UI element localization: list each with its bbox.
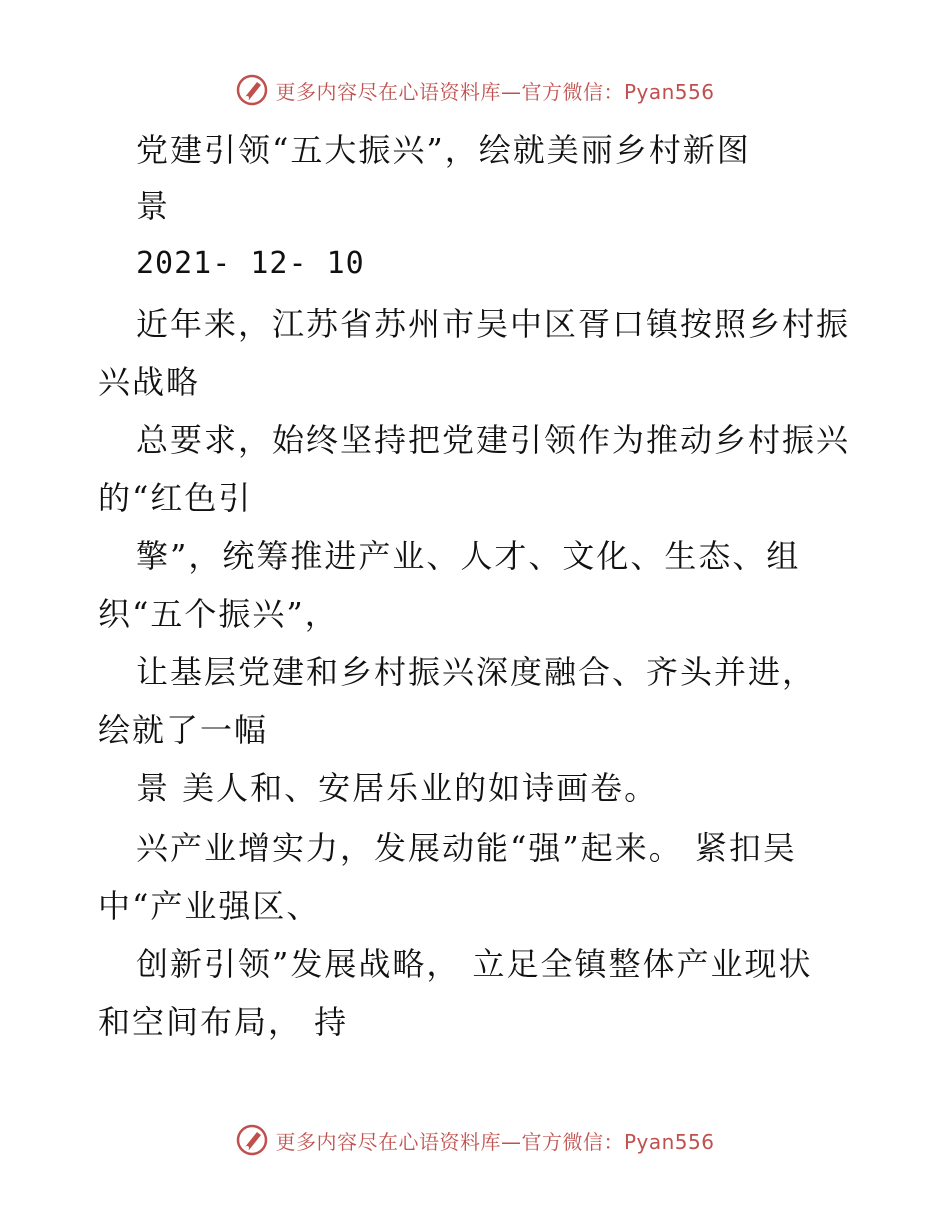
paragraph-line: 中“产业强区、 <box>98 887 321 925</box>
title-line-2: 景 <box>136 187 171 225</box>
footer-watermark <box>0 1120 950 1160</box>
paragraph-line: 创新引领”发展战略， 立足全镇整体产业现状 <box>136 945 813 983</box>
paragraph-line: 的“红色引 <box>98 479 253 517</box>
paragraph-line: 让基层党建和乡村振兴深度融合、齐头并进， <box>136 653 817 691</box>
header-watermark <box>0 70 950 110</box>
paragraph-line: 绘就了一幅 <box>98 711 269 749</box>
paragraph-line: 总要求，始终坚持把党建引领作为推动乡村振兴 <box>136 421 851 459</box>
title-line-1: 党建引领“五大振兴”，绘就美丽乡村新图 <box>136 131 751 169</box>
publish-date: 2021- 12- 10 <box>136 246 365 281</box>
paragraph-line: 织“五个振兴”， <box>98 595 339 633</box>
pen-nib-circle-icon <box>235 73 269 107</box>
pen-nib-circle-icon <box>235 1123 269 1157</box>
paragraph-line: 兴战略 <box>98 363 201 401</box>
watermark-text: 更多内容尽在心语资料库—官方微信：Pyan556 <box>275 79 715 104</box>
paragraph-line: 兴产业增实力，发展动能“强”起来。 紧扣吴 <box>136 829 797 867</box>
paragraph-line: 景 美人和、安居乐业的如诗画卷。 <box>136 769 659 807</box>
paragraph-line: 近年来，江苏省苏州市吴中区胥口镇按照乡村振 <box>136 305 851 343</box>
paragraph-line: 和空间布局， 持 <box>98 1003 349 1041</box>
paragraph-line: 擎”，统筹推进产业、人才、文化、生态、组 <box>136 537 801 575</box>
watermark-text: 更多内容尽在心语资料库—官方微信：Pyan556 <box>275 1129 715 1154</box>
